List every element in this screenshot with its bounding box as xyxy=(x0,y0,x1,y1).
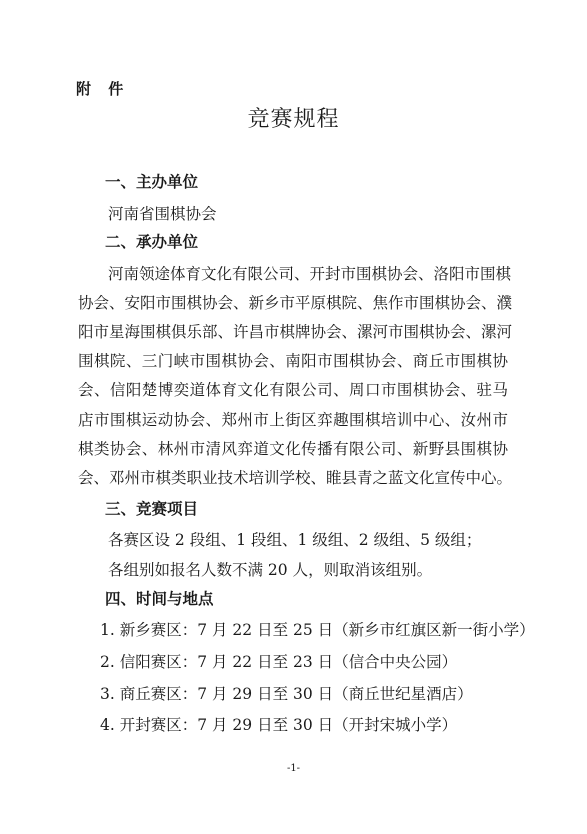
co-organizer-line-8: 会、邓州市棋类职业技术培训学校、睢县青之蓝文化宣传中心。 xyxy=(78,469,513,487)
co-organizer-line-2: 协会、安阳市围棋协会、新乡市平原棋院、焦作市围棋协会、濮 xyxy=(78,294,513,312)
co-organizer-line-7: 棋类协会、林州市清风弈道文化传播有限公司、新野县围棋协 xyxy=(78,440,508,458)
events-line-2: 各组别如报名人数不满 20 人，则取消该组别。 xyxy=(108,561,433,579)
section-heading-co-organizer: 二、承办单位 xyxy=(105,233,199,251)
page-title: 竞赛规程 xyxy=(247,107,340,132)
co-organizer-line-6: 店市围棋运动协会、郑州市上街区弈趣围棋培训中心、汝州市 xyxy=(78,411,508,429)
schedule-item-xinyang: 2. 信阳赛区：7 月 22 日至 23 日（信合中央公园） xyxy=(100,653,458,671)
section-heading-events: 三、竞赛项目 xyxy=(105,500,199,518)
co-organizer-line-3: 阳市星海围棋俱乐部、许昌市棋牌协会、漯河市围棋协会、漯河 xyxy=(78,323,513,341)
organizer-text: 河南省围棋协会 xyxy=(108,205,217,223)
co-organizer-line-1: 河南领途体育文化有限公司、开封市围棋协会、洛阳市围棋 xyxy=(108,265,512,283)
schedule-item-shangqiu: 3. 商丘赛区：7 月 29 日至 30 日（商丘世纪星酒店） xyxy=(100,685,473,703)
schedule-item-kaifeng: 4. 开封赛区：7 月 29 日至 30 日（开封宋城小学） xyxy=(100,716,458,734)
attachment-label: 附 件 xyxy=(76,80,130,98)
section-heading-schedule: 四、时间与地点 xyxy=(105,590,214,608)
events-line-1: 各赛区设 2 段组、1 段组、1 级组、2 级组、5 级组； xyxy=(108,531,482,549)
co-organizer-line-4: 围棋院、三门峡市围棋协会、南阳市围棋协会、商丘市围棋协 xyxy=(78,352,508,370)
section-heading-organizer: 一、主办单位 xyxy=(105,173,199,191)
page-number: -1- xyxy=(286,763,301,774)
schedule-item-xinxiang: 1. 新乡赛区：7 月 22 日至 25 日（新乡市红旗区新一街小学） xyxy=(100,621,535,639)
co-organizer-line-5: 会、信阳楚博奕道体育文化有限公司、周口市围棋协会、驻马 xyxy=(78,381,508,399)
